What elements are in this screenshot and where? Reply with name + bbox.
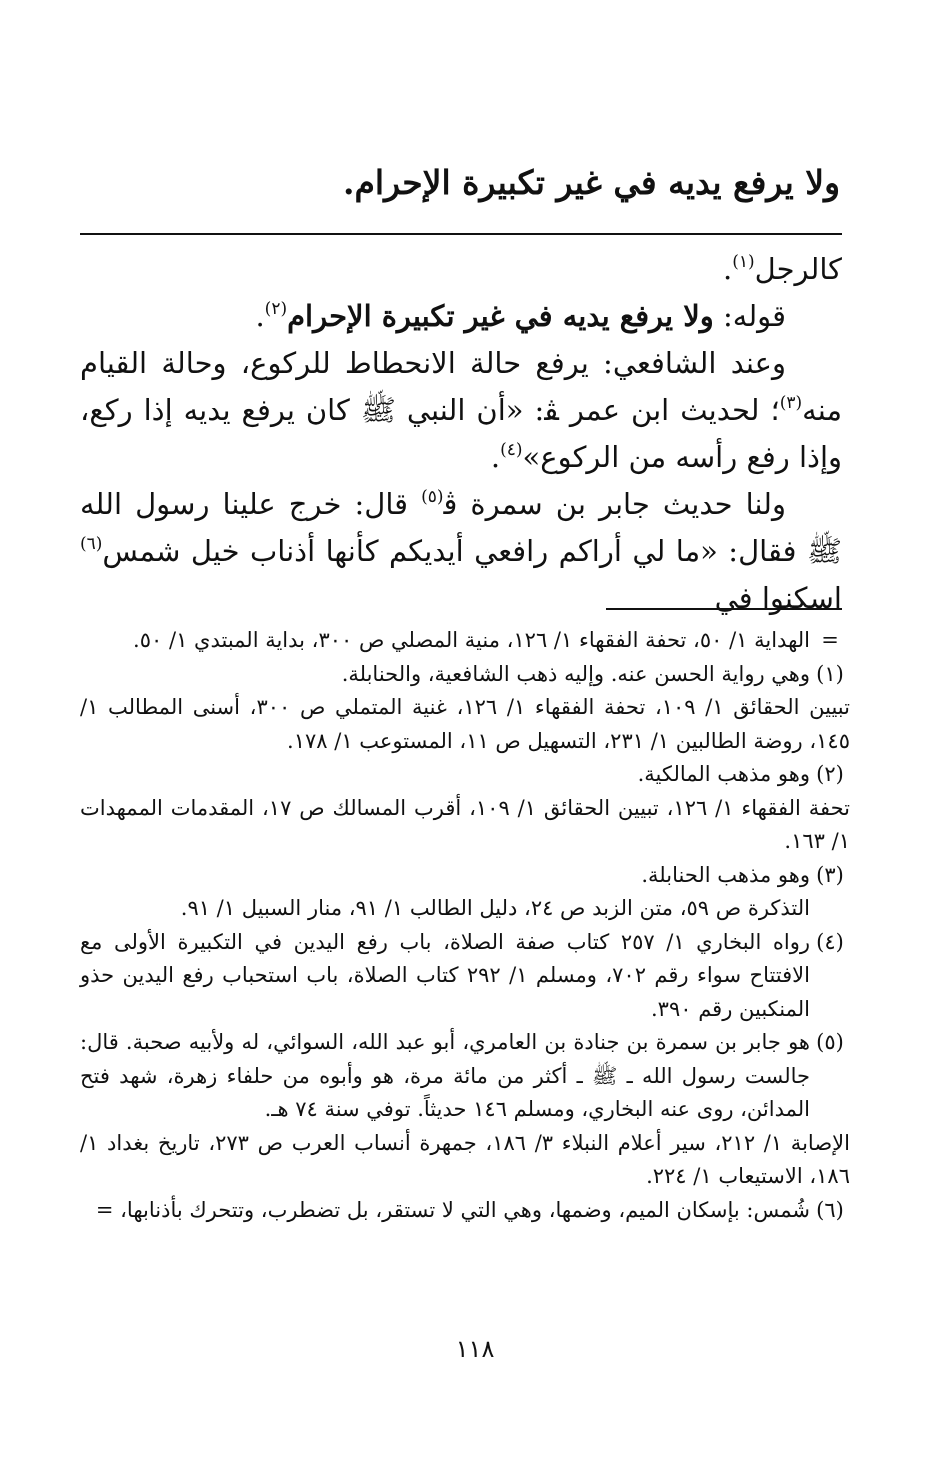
footnote-5: [80, 1026, 850, 1127]
paragraph-1-text: كالرجل: [754, 252, 842, 286]
footnote-text: وهي رواية الحسن عنه. وإليه ذهب الشافعية، والحنابلة.: [341, 661, 810, 686]
paragraph-3-part-b: ؛ لحديث ابن عمر ﭭ: «أن النبي ﷺ كان يرفع يديه إذا ركع، وإذا رفع رأسه من الركوع»: [80, 393, 842, 474]
footnote-continuation: [80, 624, 850, 658]
footnote-number: (٥): [816, 1030, 844, 1054]
footnote-1: [80, 658, 850, 692]
footnote-3: [80, 859, 850, 893]
footnote-ref-6: (٦): [80, 534, 103, 554]
footnote-source: تحفة الفقهاء ١/ ١٢٦، تبيين الحقائق ١/ ١٠٩، أقرب المسالك ص ١٧، المقدمات الممهدات ١/ ١٦٣.: [80, 795, 850, 853]
paragraph-2-lead: قوله:: [713, 299, 786, 333]
footnote-4: [80, 926, 850, 1027]
paragraph-1: [80, 246, 842, 293]
footnote-number: (٦): [816, 1197, 844, 1222]
footnote-ref-5: (٥): [421, 487, 444, 507]
footnote-text: وهو مذهب الحنابلة.: [641, 862, 810, 887]
paragraph-4-part-c: اسكنوا في: [714, 581, 842, 615]
footnote-6: [80, 1194, 850, 1228]
footnote-separator: [606, 608, 842, 610]
continuation-marker: =: [821, 628, 839, 652]
paragraph-2-tail: .: [255, 299, 265, 333]
footnote-ref-3: (٣): [779, 393, 803, 413]
footnote-text: الهداية ١/ ٥٠، تحفة الفقهاء ١/ ١٢٦، منية المصلي ص ٣٠٠، بداية المبتدي ١/ ٥٠.: [133, 628, 810, 652]
running-header: ولا يرفع يديه في غير تكبيرة الإحرام.: [342, 163, 840, 202]
paragraph-3-part-c: .: [490, 440, 501, 474]
footnote-text: شُمس: بإسكان الميم، وضمها، وهي التي لا تستقر، بل تضطرب، وتتحرك بأذنابها، =: [95, 1197, 810, 1222]
footnote-source: التذكرة ص ٥٩، متن الزبد ص ٢٤، دليل الطالب ١/ ٩١، منار السبيل ١/ ٩١.: [180, 896, 810, 920]
footnote-number: (١): [816, 661, 844, 686]
footnote-ref-1: (١): [732, 252, 755, 272]
footnote-2: [80, 758, 850, 792]
paragraph-4-part-a: ولنا حديث جابر بن سمرة ﭬ: [443, 487, 786, 521]
footnotes: [80, 624, 850, 1227]
paragraph-3-part-a: وعند الشافعي: يرفع حالة الانحطاط للركوع، وحالة القيام منه: [80, 346, 842, 427]
footnote-source: الإصابة ١/ ٢١٢، سير أعلام النبلاء ٣/ ١٨٦، جمهرة أنساب العرب ص ٢٧٣، تاريخ بغداد ١/ ١٨٦، الاستيعاب ١/ ٢٢٤.: [80, 1130, 850, 1188]
header-rule: [80, 233, 842, 235]
footnote-number: (٢): [816, 762, 844, 786]
paragraph-4-part-b: قال: خرج علينا رسول الله ﷺ فقال: «ما لي أراكم رافعي أيديكم كأنها أذناب خيل شمس: [80, 487, 842, 568]
paragraph-4: [80, 481, 842, 622]
footnote-number: (٣): [816, 862, 844, 887]
footnote-text: رواه البخاري ١/ ٢٥٧ كتاب صفة الصلاة، باب رفع اليدين في التكبيرة الأولى مع الافتتاح سواء رقم ٧٠٢، ومسلم ١/ ٢٩٢ كتاب الصلاة، باب استحباب رفع اليدين حذو المنكبين رقم ٣٩٠.: [80, 929, 810, 1021]
footnote-text: هو جابر بن سمرة بن جنادة بن العامري، أبو عبد الله، السوائي، له ولأبيه صحبة. قال: جالست رسول الله ـ ﷺ ـ أكثر من مائة مرة، هو وأبوه من حلفاء زهرة، شهد فتح المدائن، روى عنه البخاري، ومسلم ١٤٦ حديثاً. توفي سنة ٧٤ هـ.: [80, 1030, 810, 1121]
footnote-source: تبيين الحقائق ١/ ١٠٩، تحفة الفقهاء ١/ ١٢٦، غنية المتملي ص ٣٠٠، أسنى المطالب ١/ ١٤٥، روضة الطالبين ١/ ٢٣١، التسهيل ص ١١، المستوعب ١/ ١٧٨.: [80, 695, 850, 753]
footnote-number: (٤): [816, 929, 844, 954]
main-text: [80, 246, 842, 622]
paragraph-1-tail: .: [722, 252, 733, 286]
footnote-ref-4: (٤): [500, 440, 523, 460]
footnote-text: وهو مذهب المالكية.: [637, 762, 810, 786]
page-number: ١١٨: [455, 1335, 495, 1363]
paragraph-2: [80, 293, 842, 340]
footnote-ref-2: (٢): [264, 299, 288, 319]
paragraph-3: [80, 340, 842, 481]
matn-quote: ولا يرفع يديه في غير تكبيرة الإحرام: [287, 299, 714, 333]
